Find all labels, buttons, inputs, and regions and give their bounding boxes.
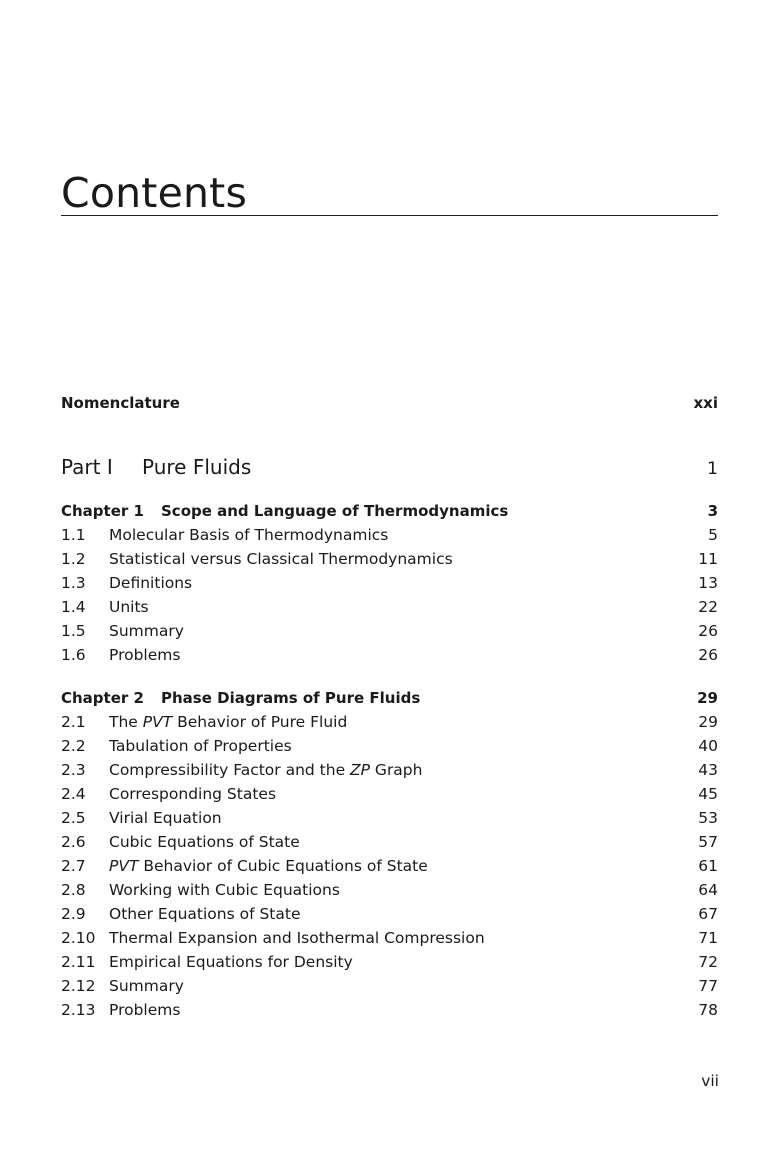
toc-entry-section[interactable] bbox=[61, 999, 718, 1021]
section-number: 1.6 bbox=[61, 646, 86, 664]
section-page: 78 bbox=[698, 1001, 718, 1019]
toc-entry-section[interactable] bbox=[61, 644, 718, 666]
section-title: Summary bbox=[109, 622, 184, 640]
page-folio: vii bbox=[701, 1072, 719, 1090]
section-title: Tabulation of Properties bbox=[109, 737, 292, 755]
section-page: 43 bbox=[698, 761, 718, 779]
section-page: 72 bbox=[698, 953, 718, 971]
section-title: Other Equations of State bbox=[109, 905, 301, 923]
toc-entry-section[interactable] bbox=[61, 903, 718, 925]
section-page: 64 bbox=[698, 881, 718, 899]
chapter-1-page: 3 bbox=[707, 502, 718, 520]
toc-entry-section[interactable] bbox=[61, 951, 718, 973]
section-page: 77 bbox=[698, 977, 718, 995]
section-number: 2.4 bbox=[61, 785, 86, 803]
section-number: 2.13 bbox=[61, 1001, 96, 1019]
toc-entry-section[interactable] bbox=[61, 759, 718, 781]
section-number: 2.2 bbox=[61, 737, 86, 755]
section-title: Working with Cubic Equations bbox=[109, 881, 340, 899]
section-page: 71 bbox=[698, 929, 718, 947]
toc-entry-part-1[interactable] bbox=[61, 453, 718, 481]
part-title: Pure Fluids bbox=[142, 455, 252, 479]
section-number: 2.6 bbox=[61, 833, 86, 851]
section-page: 61 bbox=[698, 857, 718, 875]
toc-entry-section[interactable] bbox=[61, 783, 718, 805]
toc-entry-section[interactable] bbox=[61, 927, 718, 949]
section-title: Thermal Expansion and Isothermal Compression bbox=[109, 929, 485, 947]
section-number: 2.7 bbox=[61, 857, 86, 875]
toc-entry-chapter-2[interactable] bbox=[61, 687, 718, 709]
toc-entry-section[interactable] bbox=[61, 711, 718, 733]
section-title: Summary bbox=[109, 977, 184, 995]
toc-entry-section[interactable] bbox=[61, 620, 718, 642]
section-title: Cubic Equations of State bbox=[109, 833, 300, 851]
section-number: 2.3 bbox=[61, 761, 86, 779]
section-title: Units bbox=[109, 598, 149, 616]
page-title: Contents bbox=[61, 169, 248, 218]
section-title: PVT Behavior of Cubic Equations of State bbox=[109, 857, 428, 875]
section-title: Corresponding States bbox=[109, 785, 277, 803]
section-page: 11 bbox=[698, 550, 718, 568]
title-rule bbox=[61, 215, 718, 216]
section-page: 29 bbox=[698, 713, 718, 731]
toc-entry-chapter-1[interactable] bbox=[61, 500, 718, 522]
section-page: 26 bbox=[698, 646, 718, 664]
part-page: 1 bbox=[707, 459, 718, 479]
toc-entry-section[interactable] bbox=[61, 975, 718, 997]
section-number: 2.11 bbox=[61, 953, 96, 971]
chapter-2-title: Phase Diagrams of Pure Fluids bbox=[161, 689, 421, 707]
section-number: 1.5 bbox=[61, 622, 86, 640]
section-number: 1.3 bbox=[61, 574, 86, 592]
section-title: Compressibility Factor and the ZP Graph bbox=[109, 761, 423, 779]
toc-entry-section[interactable] bbox=[61, 548, 718, 570]
section-title: Statistical versus Classical Thermodynamics bbox=[109, 550, 453, 568]
section-page: 5 bbox=[708, 526, 718, 544]
section-number: 2.10 bbox=[61, 929, 96, 947]
toc-entry-section[interactable] bbox=[61, 735, 718, 757]
section-page: 26 bbox=[698, 622, 718, 640]
section-title: Empirical Equations for Density bbox=[109, 953, 353, 971]
toc-entry-section[interactable] bbox=[61, 524, 718, 546]
nomenclature-title: Nomenclature bbox=[61, 394, 180, 412]
section-page: 67 bbox=[698, 905, 718, 923]
section-number: 2.1 bbox=[61, 713, 86, 731]
section-page: 40 bbox=[698, 737, 718, 755]
toc-entry-nomenclature[interactable] bbox=[61, 392, 718, 414]
toc-entry-section[interactable] bbox=[61, 807, 718, 829]
toc-entry-section[interactable] bbox=[61, 855, 718, 877]
toc-entry-section[interactable] bbox=[61, 831, 718, 853]
section-title: Virial Equation bbox=[109, 809, 222, 827]
section-number: 1.1 bbox=[61, 526, 86, 544]
section-page: 57 bbox=[698, 833, 718, 851]
section-number: 2.12 bbox=[61, 977, 96, 995]
section-title: Problems bbox=[109, 1001, 181, 1019]
section-number: 2.5 bbox=[61, 809, 86, 827]
section-title: Definitions bbox=[109, 574, 193, 592]
chapter-2-label: Chapter 2 bbox=[61, 689, 144, 707]
chapter-1-title: Scope and Language of Thermodynamics bbox=[161, 502, 509, 520]
nomenclature-page: xxi bbox=[693, 394, 718, 412]
section-title: The PVT Behavior of Pure Fluid bbox=[109, 713, 348, 731]
section-page: 53 bbox=[698, 809, 718, 827]
section-title: Molecular Basis of Thermodynamics bbox=[109, 526, 389, 544]
toc-entry-section[interactable] bbox=[61, 879, 718, 901]
chapter-1-label: Chapter 1 bbox=[61, 502, 144, 520]
section-number: 2.9 bbox=[61, 905, 86, 923]
toc-entry-section[interactable] bbox=[61, 596, 718, 618]
section-number: 1.2 bbox=[61, 550, 86, 568]
section-page: 22 bbox=[698, 598, 718, 616]
part-label: Part I bbox=[61, 455, 113, 479]
chapter-2-page: 29 bbox=[697, 689, 718, 707]
section-page: 13 bbox=[698, 574, 718, 592]
section-number: 2.8 bbox=[61, 881, 86, 899]
section-title: Problems bbox=[109, 646, 181, 664]
section-page: 45 bbox=[698, 785, 718, 803]
section-number: 1.4 bbox=[61, 598, 86, 616]
toc-entry-section[interactable] bbox=[61, 572, 718, 594]
